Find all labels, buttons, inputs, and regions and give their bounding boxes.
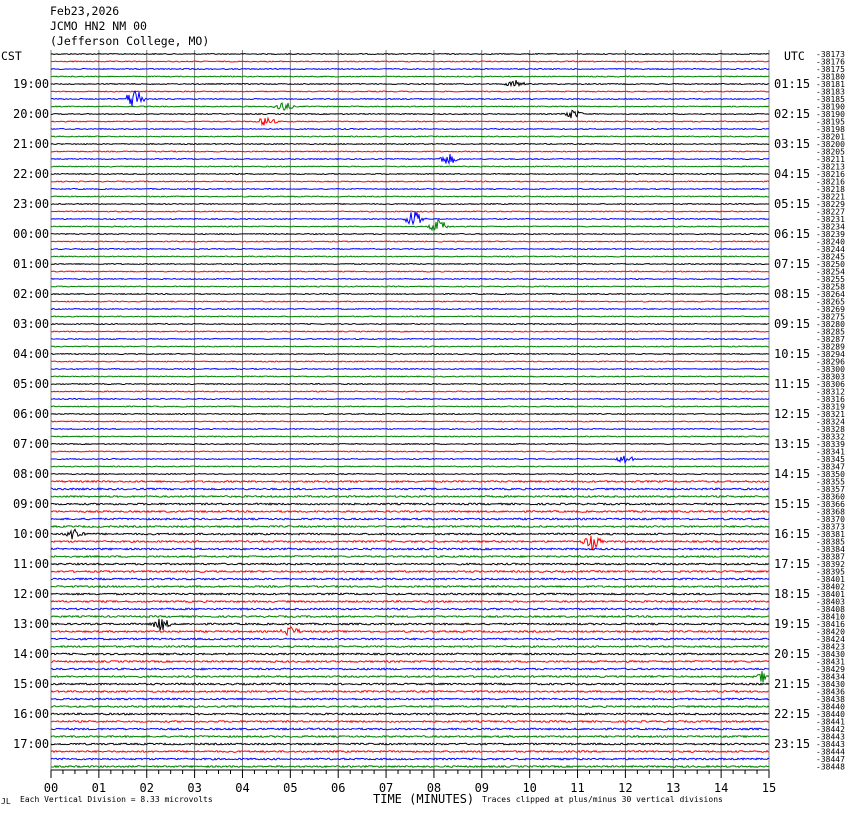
right-time-label: 23:15 [774, 737, 811, 751]
trace-offset-label: -38328 [816, 425, 845, 434]
trace-line [51, 339, 769, 340]
trace-line [51, 671, 769, 683]
trace-offset-label: -38264 [816, 290, 845, 299]
trace-group [51, 54, 769, 768]
right-zone-label: UTC [784, 49, 805, 63]
x-tick-label: 04 [235, 781, 250, 795]
trace-offset-label: -38401 [816, 575, 845, 584]
trace-line [51, 166, 769, 167]
trace-line [51, 728, 769, 730]
right-time-label: 19:15 [774, 617, 811, 631]
trace-line [51, 61, 769, 62]
trace-offset-label: -38438 [816, 695, 845, 704]
trace-offset-label: -38392 [816, 560, 845, 569]
trace-line [51, 488, 769, 490]
trace-offset-label: -38360 [816, 492, 845, 502]
left-time-label: 11:00 [13, 557, 50, 571]
left-time-label: 05:00 [13, 377, 50, 391]
trace-line [51, 638, 769, 640]
trace-line [51, 536, 769, 549]
trace-line [51, 414, 769, 415]
trace-offset-label: -38403 [816, 597, 845, 607]
trace-offset-label: -38436 [816, 687, 845, 697]
left-time-label: 07:00 [13, 437, 50, 451]
trace-offset-label: -38218 [816, 185, 845, 194]
trace-line [51, 211, 769, 212]
trace-offset-label: -38431 [816, 657, 845, 667]
x-tick-label: 10 [522, 781, 537, 795]
trace-offset-label: -38373 [816, 522, 845, 532]
x-tick-label: 14 [713, 781, 729, 795]
trace-offset-label: -38319 [816, 402, 845, 412]
x-tick-label: 11 [570, 781, 585, 795]
trace-line [51, 661, 769, 663]
trace-offset-label: -38447 [816, 755, 845, 764]
x-tick-label: 05 [283, 781, 298, 795]
trace-offset-label: -38434 [816, 672, 845, 682]
trace-line [51, 181, 769, 182]
right-time-labels [774, 77, 810, 751]
right-time-label: 16:15 [774, 527, 811, 541]
trace-offset-label: -38355 [816, 477, 845, 487]
left-time-label: 13:00 [13, 617, 50, 631]
trace-offset-label: -38205 [816, 147, 845, 157]
trace-line [51, 376, 769, 377]
trace-line [51, 204, 769, 205]
trace-offset-label: -38347 [816, 462, 845, 472]
trace-line [51, 421, 769, 422]
trace-offset-label: -38324 [816, 417, 845, 427]
trace-line [51, 110, 769, 118]
trace-line [51, 698, 769, 700]
trace-line [51, 627, 769, 635]
trace-line [51, 586, 769, 588]
trace-offset-label: -38190 [816, 110, 845, 119]
trace-line [51, 103, 769, 110]
x-tick-label: 13 [666, 781, 681, 795]
left-time-label: 21:00 [13, 137, 50, 151]
trace-offset-label: -38240 [816, 237, 845, 247]
right-time-label: 21:15 [774, 677, 811, 691]
trace-line [51, 256, 769, 257]
trace-line [51, 511, 769, 513]
trace-offset-label: -38448 [816, 762, 845, 772]
right-time-label: 04:15 [774, 167, 811, 181]
trace-offset-label: -38258 [816, 282, 845, 292]
trace-line [51, 571, 769, 573]
trace-offset-label: -38244 [816, 245, 845, 254]
date-label: Feb23,2026 [50, 4, 120, 18]
trace-offset-label: -38180 [816, 72, 845, 82]
left-time-label: 22:00 [13, 167, 50, 181]
left-time-labels [13, 77, 49, 751]
trace-offset-label: -38213 [816, 162, 845, 172]
trace-line [51, 331, 769, 332]
left-time-label: 08:00 [13, 467, 50, 481]
left-time-label: 00:00 [13, 227, 50, 241]
right-time-label: 01:15 [774, 77, 811, 91]
x-tick-label: 07 [378, 781, 394, 795]
trace-line [51, 451, 769, 452]
right-time-label: 11:15 [774, 377, 811, 391]
trace-line [51, 294, 769, 295]
right-time-label: 12:15 [774, 407, 811, 421]
trace-offset-label: -38201 [816, 132, 845, 142]
trace-line [51, 301, 769, 302]
x-tick-label: 01 [91, 781, 107, 795]
trace-line [51, 406, 769, 407]
trace-line [51, 69, 769, 70]
trace-offset-label: -38366 [816, 500, 845, 509]
right-time-label: 07:15 [774, 257, 811, 271]
trace-offset-label: -38424 [816, 635, 845, 644]
trace-line [51, 721, 769, 723]
station-label: JCMO HN2 NM 00 [50, 19, 147, 33]
trace-offset-label: -38173 [816, 50, 845, 59]
trace-offset-label: -38416 [816, 620, 845, 629]
right-time-label: 15:15 [774, 497, 811, 511]
trace-offset-label: -38231 [816, 215, 845, 224]
trace-line [51, 466, 769, 467]
trace-line [51, 518, 769, 520]
trace-line [51, 713, 769, 715]
trace-offset-label: -38265 [816, 297, 845, 307]
right-time-label: 10:15 [774, 347, 811, 361]
trace-offset-label: -38254 [816, 267, 845, 277]
trace-line [51, 736, 769, 738]
trace-line [51, 653, 769, 655]
trace-offset-label: -38312 [816, 387, 845, 397]
trace-offset-label: -38216 [816, 177, 845, 187]
trace-offset-label: -38441 [816, 717, 845, 727]
trace-line [51, 241, 769, 242]
trace-offset-label: -38423 [816, 642, 845, 652]
left-time-label: 10:00 [13, 527, 50, 541]
trace-offset-label: -38176 [816, 57, 845, 67]
trace-offset-label: -38227 [816, 207, 845, 217]
trace-line [51, 691, 769, 693]
trace-offset-label: -38443 [816, 732, 845, 742]
trace-line [51, 151, 769, 152]
trace-offset-label: -38430 [816, 650, 845, 659]
trace-offset-label: -38442 [816, 725, 845, 734]
trace-line [51, 503, 769, 505]
trace-offset-label: -38221 [816, 192, 845, 202]
left-time-label: 23:00 [13, 197, 50, 211]
trace-line [51, 154, 769, 164]
left-zone-label: CST [1, 49, 22, 63]
left-time-label: 15:00 [13, 677, 50, 691]
trace-offset-label: -38429 [816, 665, 845, 674]
trace-line [51, 369, 769, 370]
trace-line [51, 118, 769, 125]
trace-offset-label: -38275 [816, 312, 845, 322]
x-axis-label: TIME (MINUTES) [373, 792, 475, 806]
trace-offset-label: -38245 [816, 252, 845, 262]
trace-line [51, 496, 769, 498]
trace-line [51, 264, 769, 265]
trace-offset-label: -38402 [816, 582, 845, 592]
right-time-label: 08:15 [774, 287, 811, 301]
left-time-label: 03:00 [13, 317, 50, 331]
right-time-label: 09:15 [774, 317, 811, 331]
trace-line [51, 286, 769, 287]
trace-offset-label: -38211 [816, 155, 845, 164]
trace-offset-label: -38384 [816, 545, 845, 554]
trace-line [51, 279, 769, 280]
trace-offset-label: -38200 [816, 140, 845, 149]
trace-line [51, 129, 769, 130]
trace-offset-label: -38440 [816, 710, 845, 719]
trace-line [51, 361, 769, 362]
trace-offset-label: -38190 [816, 102, 845, 112]
trace-offset-label: -38443 [816, 740, 845, 749]
trace-line [51, 608, 769, 610]
trace-offset-label: -38296 [816, 357, 845, 367]
trace-offset-labels [816, 50, 845, 772]
trace-offset-label: -38387 [816, 552, 845, 562]
right-time-label: 02:15 [774, 107, 811, 121]
trace-line [51, 384, 769, 385]
division-note: Each Vertical Division = 8.33 microvolts [20, 795, 213, 804]
trace-line [51, 249, 769, 250]
left-time-label: 09:00 [13, 497, 50, 511]
trace-offset-label: -38401 [816, 590, 845, 599]
trace-line [51, 76, 769, 77]
trace-offset-label: -38385 [816, 537, 845, 547]
trace-line [51, 189, 769, 190]
trace-offset-label: -38316 [816, 395, 845, 404]
trace-offset-label: -38181 [816, 80, 845, 89]
left-time-label: 01:00 [13, 257, 50, 271]
trace-line [51, 616, 769, 618]
right-time-label: 18:15 [774, 587, 811, 601]
trace-offset-label: -38395 [816, 567, 845, 577]
trace-offset-label: -38370 [816, 515, 845, 524]
trace-offset-label: -38287 [816, 335, 845, 344]
trace-offset-label: -38234 [816, 222, 845, 232]
trace-line [51, 91, 769, 92]
left-time-label: 02:00 [13, 287, 50, 301]
trace-line [51, 316, 769, 317]
trace-line [51, 751, 769, 753]
x-tick-label: 02 [139, 781, 154, 795]
right-time-label: 17:15 [774, 557, 811, 571]
trace-offset-label: -38430 [816, 680, 845, 689]
trace-line [51, 354, 769, 355]
left-time-label: 12:00 [13, 587, 50, 601]
right-time-label: 03:15 [774, 137, 811, 151]
trace-line [51, 766, 769, 768]
trace-offset-label: -38250 [816, 260, 845, 269]
trace-line [51, 324, 769, 325]
trace-offset-label: -38175 [816, 65, 845, 74]
left-time-label: 04:00 [13, 347, 50, 361]
trace-offset-label: -38339 [816, 440, 845, 449]
trace-offset-label: -38306 [816, 380, 845, 389]
right-time-label: 14:15 [774, 467, 811, 481]
trace-offset-label: -38368 [816, 507, 845, 517]
x-tick-label: 08 [426, 781, 442, 795]
left-time-label: 06:00 [13, 407, 50, 421]
trace-line [51, 619, 769, 631]
trace-offset-label: -38350 [816, 470, 845, 479]
trace-offset-label: -38285 [816, 327, 845, 337]
trace-offset-label: -38303 [816, 372, 845, 382]
left-time-label: 19:00 [13, 77, 50, 91]
trace-offset-label: -38420 [816, 627, 845, 637]
trace-offset-label: -38269 [816, 305, 845, 314]
trace-offset-label: -38300 [816, 365, 845, 374]
x-tick-label: 06 [330, 781, 346, 795]
trace-line [51, 91, 769, 106]
x-tick-label: 00 [43, 781, 59, 795]
trace-line [51, 706, 769, 708]
trace-line [51, 601, 769, 603]
trace-line [51, 481, 769, 483]
x-tick-label: 03 [187, 781, 202, 795]
right-time-label: 13:15 [774, 437, 811, 451]
trace-line [51, 399, 769, 400]
trace-line [51, 474, 769, 475]
trace-offset-label: -38332 [816, 432, 845, 442]
trace-line [51, 526, 769, 528]
trace-offset-label: -38381 [816, 530, 845, 539]
trace-line [51, 563, 769, 565]
trace-line [51, 309, 769, 310]
right-time-label: 05:15 [774, 197, 811, 211]
trace-offset-label: -38216 [816, 170, 845, 179]
trace-offset-label: -38321 [816, 410, 845, 419]
trace-line [51, 646, 769, 648]
trace-line [51, 136, 769, 137]
x-tick-label: 12 [618, 781, 633, 795]
x-tick-label: 09 [474, 781, 490, 795]
footer-mark: JL [1, 797, 11, 806]
trace-offset-label: -38289 [816, 342, 845, 352]
left-time-label: 14:00 [13, 647, 50, 661]
left-time-label: 16:00 [13, 707, 50, 721]
trace-line [51, 429, 769, 430]
trace-line [51, 683, 769, 685]
trace-line [51, 593, 769, 595]
trace-line [51, 548, 769, 550]
trace-offset-label: -38195 [816, 117, 845, 127]
trace-offset-label: -38198 [816, 125, 845, 134]
trace-line [51, 436, 769, 437]
clip-note: Traces clipped at plus/minus 30 vertical divisions [482, 795, 723, 804]
trace-line [51, 80, 769, 86]
trace-offset-label: -38229 [816, 200, 845, 209]
trace-line [51, 444, 769, 445]
trace-line [51, 234, 769, 235]
trace-offset-label: -38341 [816, 447, 845, 457]
trace-offset-label: -38280 [816, 320, 845, 329]
left-time-label: 20:00 [13, 107, 50, 121]
trace-offset-label: -38444 [816, 747, 845, 757]
right-time-label: 22:15 [774, 707, 811, 721]
trace-offset-label: -38410 [816, 612, 845, 622]
right-time-label: 06:15 [774, 227, 811, 241]
left-time-label: 17:00 [13, 737, 50, 751]
trace-line [51, 668, 769, 670]
trace-offset-label: -38239 [816, 230, 845, 239]
trace-line [51, 391, 769, 392]
trace-line [51, 758, 769, 760]
trace-offset-label: -38440 [816, 702, 845, 712]
trace-offset-label: -38357 [816, 485, 845, 494]
trace-line [51, 196, 769, 197]
trace-line [51, 212, 769, 224]
trace-offset-label: -38345 [816, 455, 845, 464]
trace-line [51, 456, 769, 463]
trace-line [51, 578, 769, 580]
trace-line [51, 144, 769, 145]
trace-offset-label: -38183 [816, 87, 845, 97]
location-label: (Jefferson College, MO) [50, 34, 210, 48]
trace-line [51, 346, 769, 347]
trace-offset-label: -38185 [816, 95, 845, 104]
trace-line [51, 271, 769, 272]
trace-line [51, 743, 769, 745]
trace-line [51, 174, 769, 175]
trace-offset-label: -38255 [816, 275, 845, 284]
trace-line [51, 54, 769, 55]
trace-line [51, 529, 769, 539]
trace-offset-label: -38408 [816, 605, 845, 614]
right-time-label: 20:15 [774, 647, 811, 661]
trace-offset-label: -38294 [816, 350, 845, 359]
x-tick-label: 15 [761, 781, 777, 795]
trace-line [51, 556, 769, 558]
